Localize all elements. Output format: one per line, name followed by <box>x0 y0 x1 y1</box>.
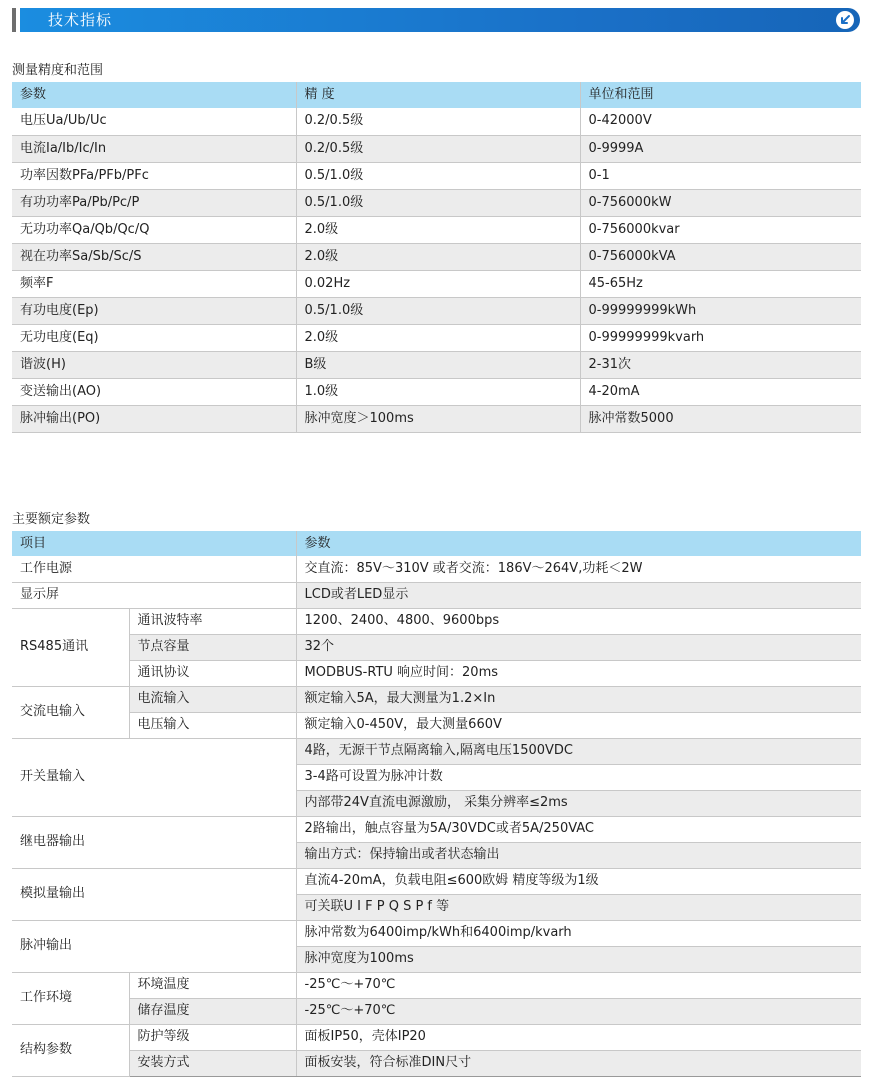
sub-item-cell: 节点容量 <box>129 634 296 660</box>
accuracy-cell: 0.5/1.0级 <box>296 162 580 189</box>
range-cell: 0-1 <box>580 162 861 189</box>
range-cell: 0-756000kvar <box>580 216 861 243</box>
value-cell: 可关联U I F P Q S P f 等 <box>296 894 861 920</box>
value-cell: -25℃～+70℃ <box>296 998 861 1024</box>
down-left-arrow-icon[interactable] <box>836 11 854 29</box>
accuracy-cell: 0.5/1.0级 <box>296 297 580 324</box>
group-cell: RS485通讯 <box>12 608 129 686</box>
value-cell: 脉冲常数为6400imp/kWh和6400imp/kvarh <box>296 920 861 946</box>
value-cell: 1200、2400、4800、9600bps <box>296 608 861 634</box>
column-header: 参数 <box>12 82 296 108</box>
sub-item-cell: 通讯协议 <box>129 660 296 686</box>
table-header-row <box>12 82 861 108</box>
sub-item-cell: 环境温度 <box>129 972 296 998</box>
table-row <box>12 270 861 297</box>
accuracy-table <box>12 82 861 433</box>
banner-title: 技术指标 <box>48 11 113 29</box>
sub-item-cell: 通讯波特率 <box>129 608 296 634</box>
accuracy-cell: 0.5/1.0级 <box>296 189 580 216</box>
table-row <box>12 216 861 243</box>
param-cell: 功率因数PFa/PFb/PFc <box>12 162 296 189</box>
table-row <box>12 608 861 634</box>
param-cell: 视在功率Sa/Sb/Sc/S <box>12 243 296 270</box>
accuracy-cell: 0.2/0.5级 <box>296 108 580 135</box>
param-cell: 电流Ia/Ib/Ic/In <box>12 135 296 162</box>
range-cell: 2-31次 <box>580 351 861 378</box>
sub-item-cell: 防护等级 <box>129 1024 296 1050</box>
param-cell: 无功电度(Eq) <box>12 324 296 351</box>
param-cell: 频率F <box>12 270 296 297</box>
table-row <box>12 378 861 405</box>
table-row <box>12 686 861 712</box>
group-cell: 继电器输出 <box>12 816 296 868</box>
value-cell: 4路，无源干节点隔离输入,隔离电压1500VDC <box>296 738 861 764</box>
accuracy-cell: 2.0级 <box>296 243 580 270</box>
value-cell: MODBUS-RTU 响应时间：20ms <box>296 660 861 686</box>
table-row <box>12 297 861 324</box>
table-row <box>12 920 861 946</box>
range-cell: 0-99999999kvarh <box>580 324 861 351</box>
table-row <box>12 868 861 894</box>
group-cell: 开关量输入 <box>12 738 296 816</box>
range-cell: 0-756000kVA <box>580 243 861 270</box>
table-row <box>12 351 861 378</box>
column-header: 项目 <box>12 531 296 556</box>
value-cell: 输出方式：保持输出或者状态输出 <box>296 842 861 868</box>
section-label-accuracy: 测量精度和范围 <box>12 63 104 78</box>
ratings-table <box>12 531 861 1077</box>
value-cell: 2路输出，触点容量为5A/30VDC或者5A/250VAC <box>296 816 861 842</box>
table-row <box>12 162 861 189</box>
table-row <box>12 1050 861 1076</box>
param-cell: 有功功率Pa/Pb/Pc/P <box>12 189 296 216</box>
column-header: 参数 <box>296 531 861 556</box>
table-row <box>12 582 861 608</box>
item-cell: 工作电源 <box>12 556 296 582</box>
table-row <box>12 556 861 582</box>
banner-accent-mark <box>12 8 16 32</box>
value-cell: 3-4路可设置为脉冲计数 <box>296 764 861 790</box>
table-row <box>12 189 861 216</box>
param-cell: 变送输出(AO) <box>12 378 296 405</box>
value-cell: 面板IP50，壳体IP20 <box>296 1024 861 1050</box>
group-cell: 脉冲输出 <box>12 920 296 972</box>
sub-item-cell: 安装方式 <box>129 1050 296 1076</box>
column-header: 单位和范围 <box>580 82 861 108</box>
param-cell: 谐波(H) <box>12 351 296 378</box>
param-cell: 无功功率Qa/Qb/Qc/Q <box>12 216 296 243</box>
range-cell: 0-99999999kWh <box>580 297 861 324</box>
table-row <box>12 738 861 764</box>
table-row <box>12 405 861 432</box>
value-cell: 额定输入5A，最大测量为1.2×In <box>296 686 861 712</box>
value-cell: LCD或者LED显示 <box>296 582 861 608</box>
item-cell: 显示屏 <box>12 582 296 608</box>
group-cell: 工作环境 <box>12 972 129 1024</box>
table-row <box>12 998 861 1024</box>
value-cell: -25℃～+70℃ <box>296 972 861 998</box>
accuracy-cell: 2.0级 <box>296 324 580 351</box>
group-cell: 模拟量输出 <box>12 868 296 920</box>
table-row <box>12 816 861 842</box>
range-cell: 0-756000kW <box>580 189 861 216</box>
table-row <box>12 324 861 351</box>
param-cell: 脉冲输出(PO) <box>12 405 296 432</box>
table-row <box>12 660 861 686</box>
range-cell: 0-9999A <box>580 135 861 162</box>
accuracy-cell: 0.02Hz <box>296 270 580 297</box>
value-cell: 脉冲宽度为100ms <box>296 946 861 972</box>
table-row <box>12 634 861 660</box>
param-cell: 有功电度(Ep) <box>12 297 296 324</box>
value-cell: 32个 <box>296 634 861 660</box>
table-row <box>12 243 861 270</box>
range-cell: 45-65Hz <box>580 270 861 297</box>
group-cell: 结构参数 <box>12 1024 129 1076</box>
sub-item-cell: 电压输入 <box>129 712 296 738</box>
value-cell: 面板安装，符合标准DIN尺寸 <box>296 1050 861 1076</box>
table-row <box>12 1024 861 1050</box>
range-cell: 0-42000V <box>580 108 861 135</box>
section-label-ratings: 主要额定参数 <box>12 512 91 527</box>
section-banner <box>12 8 860 32</box>
table-row <box>12 972 861 998</box>
banner-bar <box>20 8 860 32</box>
value-cell: 交直流：85V～310V 或者交流：186V～264V,功耗＜2W <box>296 556 861 582</box>
value-cell: 内部带24V直流电源激励， 采集分辨率≤2ms <box>296 790 861 816</box>
value-cell: 直流4-20mA，负载电阻≤600欧姆 精度等级为1级 <box>296 868 861 894</box>
group-cell: 交流电输入 <box>12 686 129 738</box>
table-row <box>12 712 861 738</box>
sub-item-cell: 电流输入 <box>129 686 296 712</box>
range-cell: 4-20mA <box>580 378 861 405</box>
sub-item-cell: 储存温度 <box>129 998 296 1024</box>
table-row <box>12 108 861 135</box>
accuracy-cell: 脉冲宽度＞100ms <box>296 405 580 432</box>
accuracy-cell: 2.0级 <box>296 216 580 243</box>
accuracy-cell: 1.0级 <box>296 378 580 405</box>
range-cell: 脉冲常数5000 <box>580 405 861 432</box>
param-cell: 电压Ua/Ub/Uc <box>12 108 296 135</box>
table-header-row <box>12 531 861 556</box>
column-header: 精 度 <box>296 82 580 108</box>
accuracy-cell: 0.2/0.5级 <box>296 135 580 162</box>
table-row <box>12 135 861 162</box>
value-cell: 额定输入0-450V，最大测量660V <box>296 712 861 738</box>
accuracy-cell: B级 <box>296 351 580 378</box>
